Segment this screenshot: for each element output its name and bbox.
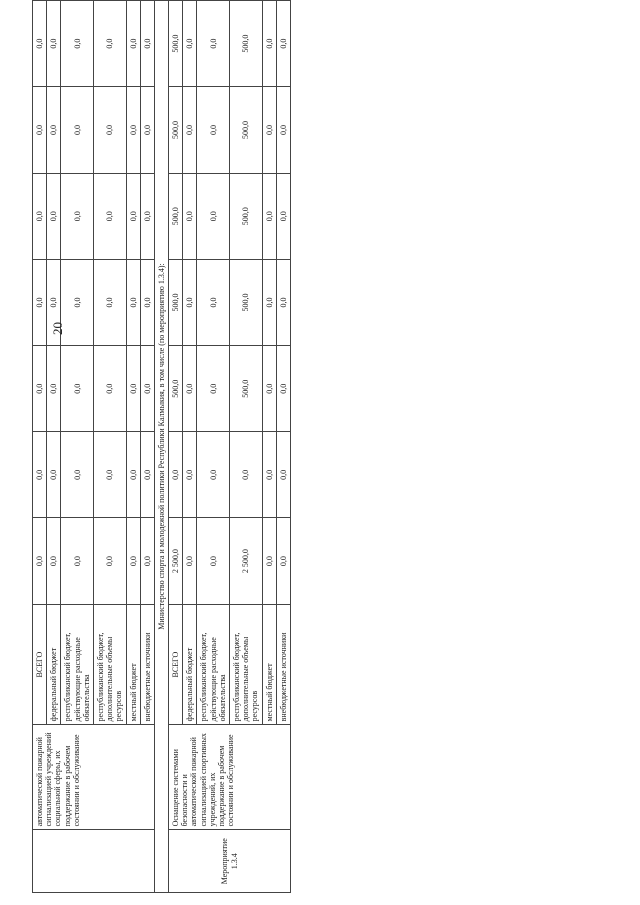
amount-cell: 0,0	[61, 259, 94, 345]
amount-cell: 0,0	[61, 432, 94, 518]
amount-cell: 0,0	[33, 346, 47, 432]
amount-cell: 500,0	[230, 346, 263, 432]
amount-cell: 0,0	[61, 518, 94, 605]
amount-cell: 0,0	[169, 432, 183, 518]
amount-cell: 0,0	[276, 173, 290, 259]
amount-cell: 0,0	[33, 173, 47, 259]
amount-cell: 0,0	[183, 1, 197, 87]
measure-label: Мероприятие 1.3.4	[169, 830, 291, 893]
amount-cell: 0,0	[33, 259, 47, 345]
amount-cell: 500,0	[230, 259, 263, 345]
amount-cell: 0,0	[197, 259, 230, 345]
amount-cell: 0,0	[126, 518, 140, 605]
funding-table	[32, 0, 291, 893]
amount-cell: 0,0	[93, 346, 126, 432]
amount-cell: 500,0	[169, 1, 183, 87]
amount-cell: 0,0	[93, 173, 126, 259]
page-number: 20	[50, 322, 65, 335]
amount-cell: 0,0	[140, 518, 154, 605]
amount-cell: 500,0	[230, 87, 263, 173]
amount-cell: 0,0	[197, 432, 230, 518]
amount-cell: 0,0	[33, 87, 47, 173]
measure-title: автоматической пожарной сигнализацией учреждений социальной сферы, их поддержание в рабочем состоянии и обслуживание	[33, 725, 155, 830]
amount-cell: 0,0	[183, 518, 197, 605]
funding-source: федеральный бюджет	[183, 604, 197, 725]
amount-cell: 0,0	[47, 432, 61, 518]
amount-cell: 0,0	[140, 259, 154, 345]
amount-cell: 0,0	[93, 1, 126, 87]
amount-cell: 0,0	[140, 432, 154, 518]
amount-cell: 0,0	[183, 87, 197, 173]
amount-cell: 0,0	[126, 173, 140, 259]
amount-cell: 0,0	[61, 346, 94, 432]
amount-cell: 0,0	[276, 518, 290, 605]
measure-title: Оснащение системами безопасности и автоматической пожарной сигнализацией спортивных учреждений, их поддержание в рабочем состоянии и обслуживание	[169, 725, 291, 830]
amount-cell: 0,0	[183, 346, 197, 432]
amount-cell: 0,0	[140, 346, 154, 432]
amount-cell: 0,0	[262, 432, 276, 518]
amount-cell: 500,0	[230, 173, 263, 259]
amount-cell: 0,0	[262, 518, 276, 605]
amount-cell: 0,0	[262, 346, 276, 432]
amount-cell: 0,0	[276, 432, 290, 518]
amount-cell: 0,0	[197, 87, 230, 173]
table-row	[33, 1, 47, 893]
amount-cell: 0,0	[47, 87, 61, 173]
amount-cell: 0,0	[276, 1, 290, 87]
amount-cell: 0,0	[262, 87, 276, 173]
amount-cell: 0,0	[126, 432, 140, 518]
amount-cell: 0,0	[61, 173, 94, 259]
funding-source: республиканский бюджет, дополнительные объемы ресурсов	[93, 604, 126, 725]
amount-cell: 0,0	[197, 1, 230, 87]
amount-cell: 0,0	[197, 518, 230, 605]
funding-source: республиканский бюджет, дополнительные объемы ресурсов	[230, 604, 263, 725]
amount-cell: 500,0	[169, 259, 183, 345]
amount-cell: 500,0	[230, 1, 263, 87]
measure-label	[33, 830, 155, 893]
amount-cell: 0,0	[197, 346, 230, 432]
amount-cell: 0,0	[262, 259, 276, 345]
funding-source: федеральный бюджет	[47, 604, 61, 725]
funding-source: республиканский бюджет, действующие расходные обязательства	[61, 604, 94, 725]
ministry-banner-row	[154, 1, 168, 893]
amount-cell: 0,0	[262, 1, 276, 87]
amount-cell: 0,0	[47, 518, 61, 605]
table-row	[169, 1, 183, 893]
amount-cell: 2 500,0	[169, 518, 183, 605]
amount-cell: 0,0	[33, 518, 47, 605]
amount-cell: 0,0	[276, 87, 290, 173]
amount-cell: 0,0	[126, 346, 140, 432]
amount-cell: 0,0	[140, 173, 154, 259]
amount-cell: 2 500,0	[230, 518, 263, 605]
ministry-banner: Министерство спорта и молодежной политики Республики Калмыкия, в том числе (по мероприятию 1.3.4):	[154, 1, 168, 893]
amount-cell: 500,0	[169, 87, 183, 173]
amount-cell: 500,0	[169, 346, 183, 432]
amount-cell: 0,0	[140, 87, 154, 173]
funding-source: местный бюджет	[126, 604, 140, 725]
amount-cell: 0,0	[183, 259, 197, 345]
amount-cell: 0,0	[126, 1, 140, 87]
amount-cell: 0,0	[126, 87, 140, 173]
amount-cell: 0,0	[183, 173, 197, 259]
amount-cell: 0,0	[140, 1, 154, 87]
amount-cell: 0,0	[183, 432, 197, 518]
amount-cell: 0,0	[47, 259, 61, 345]
funding-table-body	[33, 1, 291, 893]
amount-cell: 0,0	[93, 432, 126, 518]
amount-cell: 0,0	[93, 87, 126, 173]
amount-cell: 0,0	[93, 518, 126, 605]
amount-cell: 500,0	[169, 173, 183, 259]
amount-cell: 0,0	[276, 346, 290, 432]
funding-source: ВСЕГО	[169, 604, 183, 725]
funding-source: ВСЕГО	[33, 604, 47, 725]
amount-cell: 0,0	[33, 432, 47, 518]
amount-cell: 0,0	[33, 1, 47, 87]
amount-cell: 0,0	[276, 259, 290, 345]
funding-source: республиканский бюджет, действующие расходные обязательства	[197, 604, 230, 725]
amount-cell: 0,0	[197, 173, 230, 259]
amount-cell: 0,0	[47, 1, 61, 87]
amount-cell: 0,0	[47, 173, 61, 259]
amount-cell: 0,0	[262, 173, 276, 259]
funding-source: внебюджетные источники	[276, 604, 290, 725]
amount-cell: 0,0	[47, 346, 61, 432]
funding-source: местный бюджет	[262, 604, 276, 725]
funding-source: внебюджетные источники	[140, 604, 154, 725]
amount-cell: 0,0	[61, 1, 94, 87]
amount-cell: 0,0	[61, 87, 94, 173]
amount-cell: 0,0	[126, 259, 140, 345]
amount-cell: 0,0	[230, 432, 263, 518]
amount-cell: 0,0	[93, 259, 126, 345]
